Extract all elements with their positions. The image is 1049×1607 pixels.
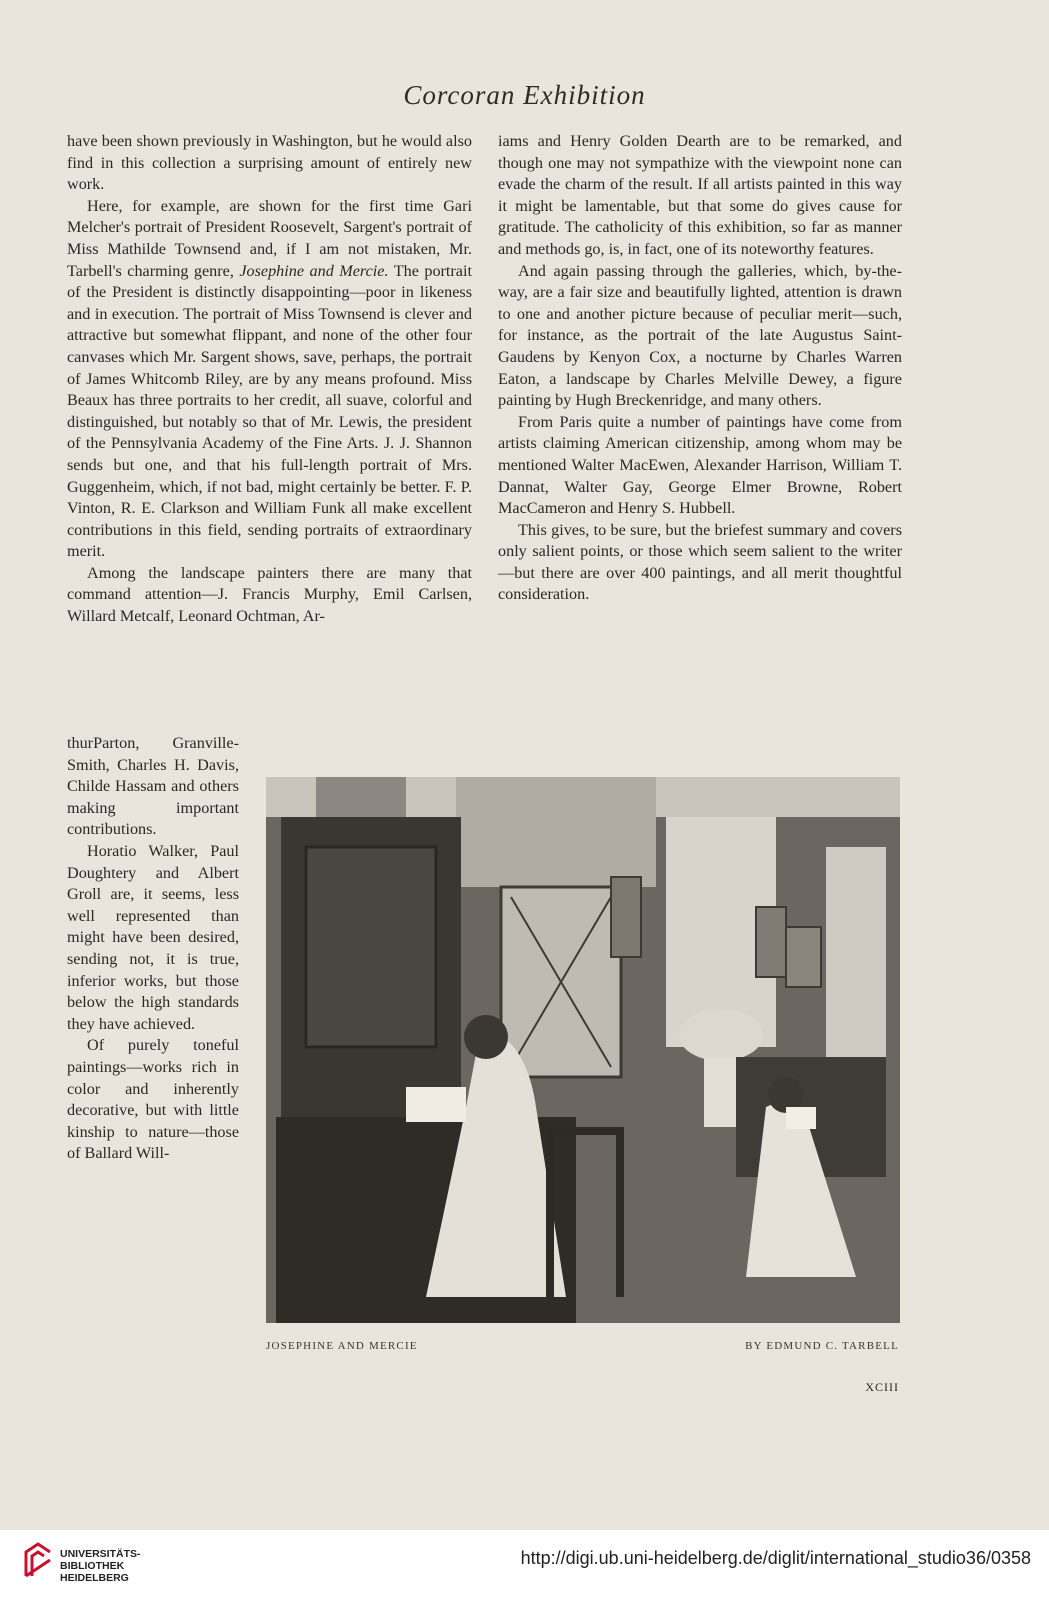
paragraph: Of purely toneful paintings—works rich in color and inherently decorative, but with little kinship to nature—those of Ballard Will-: [67, 1036, 239, 1163]
source-url-link[interactable]: http://digi.ub.uni-heidelberg.de/diglit/international_studio36/0358: [520, 1548, 1031, 1568]
painting-reproduction: [266, 777, 900, 1323]
paragraph-text: Here, for example, are shown for the first time Gari Melcher's portrait of President Roosevelt, Sargent's portrait of Miss Mathilde Townsend and, if I am not mistaken, Mr. Tarbell's charming genre,: [67, 196, 472, 280]
library-name-line: UNIVERSITÄTS-: [60, 1548, 141, 1560]
text-column-right: [498, 131, 902, 606]
paragraph: [67, 196, 472, 563]
library-name-line: HEIDELBERG: [60, 1572, 129, 1584]
library-name-line: BIBLIOTHEK: [60, 1560, 125, 1572]
paragraph: iams and Henry Golden Dearth are to be remarked, and though one may not sympathize with the viewpoint none can evade the charm of the result. If all artists painted in this way it might be lamentable, but that some do gives cause for gratitude. The catholicity of this exhibition, so far as manner and methods go, is, in fact, one of its noteworthy features.: [498, 132, 902, 258]
running-title: Corcoran Exhibition: [403, 80, 646, 110]
figure-caption-title: JOSEPHINE AND MERCIE: [266, 1340, 418, 1352]
page-number: XCIII: [865, 1380, 899, 1394]
paragraph: have been shown previously in Washington, but he would also find in this collection a surprising amount of entirely new work.: [67, 132, 472, 194]
library-name: [60, 1548, 141, 1584]
paragraph-text: The portrait of the President is distinctly disappointing—poor in likeness and in execution. The portrait of Miss Townsend is clever and attractive but somewhat flippant, and none of the other four canvases which Mr. Sargent shows, save, perhaps, the portrait of James Whitcomb Riley, are by any means profound. Miss Beaux has three portraits to her credit, all suave, colorful and distinguished, but notably so that of Mr. Lewis, the president of the Pennsylvania Academy of the Fine Arts. J. J. Shannon sends but one, and that his full-length portrait of Mrs. Guggenheim, which, if not bad, might certainly be better. F. P. Vinton, R. E. Clarkson and William Funk all make excellent contributions in this field, sending portraits of extraordinary merit.: [67, 261, 472, 561]
digitization-footer: [0, 1530, 1049, 1607]
figure-caption-credit: BY EDMUND C. TARBELL: [745, 1340, 899, 1352]
paragraph: thurParton, Granville-Smith, Charles H. Davis, Childe Hassam and others making important contributions.: [67, 734, 239, 839]
artwork-title: Josephine and Mercie.: [239, 261, 389, 280]
paragraph: And again passing through the galleries, which, by-the-way, are a fair size and beautifully lighted, attention is drawn to one and another picture because of peculiar merit—such, for instance, as the portrait of the late Augustus Saint-Gaudens by Kenyon Cox, a nocturne by Charles Warren Eaton, a landscape by Charles Melville Dewey, a figure painting by Hugh Breckenridge, and many others.: [498, 261, 902, 410]
text-column-left: [67, 131, 472, 628]
painting-illustration: [266, 777, 900, 1323]
paragraph: This gives, to be sure, but the briefest summary and covers only salient points, or those which seem salient to the writer—but there are over 400 paintings, and all merit thoughtful consideration.: [498, 520, 902, 604]
library-logo-icon: [22, 1540, 54, 1580]
paragraph: Horatio Walker, Paul Doughtery and Albert Groll are, it seems, less well represented than might have been desired, sending not, it is true, inferior works, but those below the high standards they have achieved.: [67, 841, 239, 1033]
paragraph: From Paris quite a number of paintings have come from artists claiming American citizenship, among whom may be mentioned Walter MacEwen, Alexander Harrison, William T. Dannat, Walter Gay, George Elmer Browne, Robert MacCameron and Henry S. Hubbell.: [498, 412, 902, 518]
paragraph: Among the landscape painters there are many that command attention—J. Francis Murphy, Emil Carlsen, Willard Metcalf, Leonard Ochtman, Ar-: [67, 563, 472, 626]
text-column-narrow: [67, 733, 239, 1165]
